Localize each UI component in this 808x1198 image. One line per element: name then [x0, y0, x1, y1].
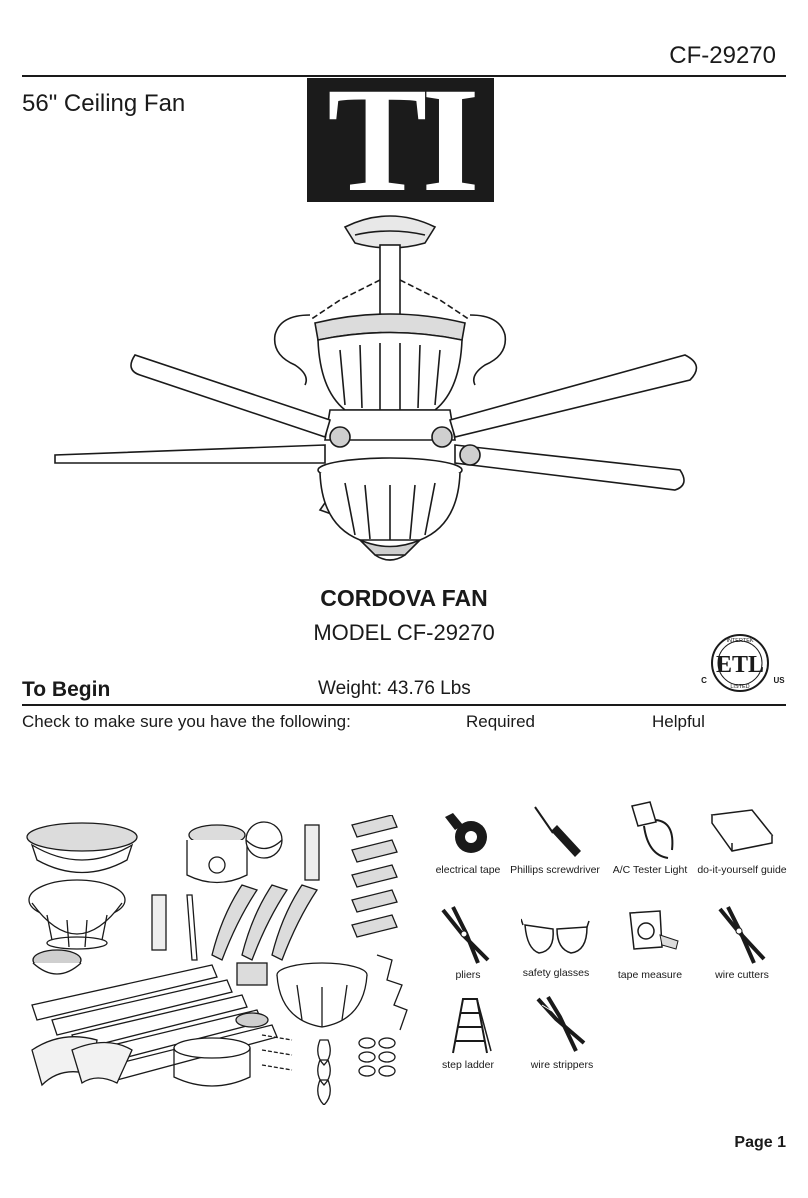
tool-wire-cutters: [692, 905, 792, 981]
etl-bottom-text: LISTED: [730, 684, 750, 690]
etl-right-text: US: [773, 676, 785, 685]
pliers-icon: [438, 905, 498, 965]
tool-label: Phillips screwdriver: [510, 864, 600, 876]
etl-mark-text: ETL: [715, 652, 765, 678]
section-heading-to-begin: To Begin: [22, 678, 111, 701]
checklist-instruction: Check to make sure you have the following:: [22, 712, 351, 731]
step-ladder-icon: [443, 995, 493, 1055]
safety-glasses-icon: [521, 915, 591, 963]
tester-light-icon: [620, 800, 680, 860]
tool-ac-tester-light: [600, 800, 700, 876]
etl-left-text: C: [701, 676, 707, 685]
tool-label: wire strippers: [530, 1059, 594, 1071]
tool-safety-glasses: [506, 915, 606, 979]
document-subtitle: 56" Ceiling Fan: [22, 90, 186, 117]
wire-strippers-icon: [532, 995, 592, 1055]
etl-icon: [690, 628, 790, 698]
electrical-tape-icon: [443, 805, 493, 860]
tool-label: electrical tape: [435, 864, 501, 876]
tool-label: step ladder: [442, 1059, 494, 1071]
etl-top-text: INTERTEK: [726, 638, 754, 644]
tool-wire-strippers: [512, 995, 612, 1071]
tool-pliers: [418, 905, 518, 981]
tool-label: pliers: [455, 969, 481, 981]
section-rule: [22, 704, 786, 706]
screwdriver-icon: [525, 805, 585, 860]
tool-label: wire cutters: [715, 969, 769, 981]
fan-parts-illustration: [22, 815, 422, 1105]
page-number: Page 1: [734, 1134, 786, 1151]
tool-electrical-tape: [418, 805, 518, 876]
etl-listed-mark: [690, 628, 790, 703]
ceiling-fan-illustration: [40, 205, 740, 565]
helpful-column-label: Helpful: [652, 712, 705, 731]
product-name: CORDOVA FAN: [320, 585, 488, 611]
tool-label: A/C Tester Light: [612, 864, 688, 876]
tool-label: tape measure: [617, 969, 683, 981]
required-column-label: Required: [466, 712, 535, 731]
book-icon: [707, 805, 777, 860]
brand-logo: TI: [307, 78, 494, 202]
product-model: MODEL CF-29270: [313, 620, 495, 645]
tool-tape-measure: [600, 905, 700, 981]
wire-cutters-icon: [712, 905, 772, 965]
tape-measure-icon: [620, 905, 680, 965]
tool-label: safety glasses: [522, 967, 590, 979]
document-model-id: CF-29270: [669, 42, 776, 69]
tool-label: do-it-yourself guide: [697, 864, 787, 876]
tool-diy-guide: [692, 805, 792, 876]
tool-phillips-screwdriver: [505, 805, 605, 876]
header-rule: [22, 75, 786, 77]
tool-step-ladder: [418, 995, 518, 1071]
product-weight: Weight: 43.76 Lbs: [318, 678, 471, 699]
